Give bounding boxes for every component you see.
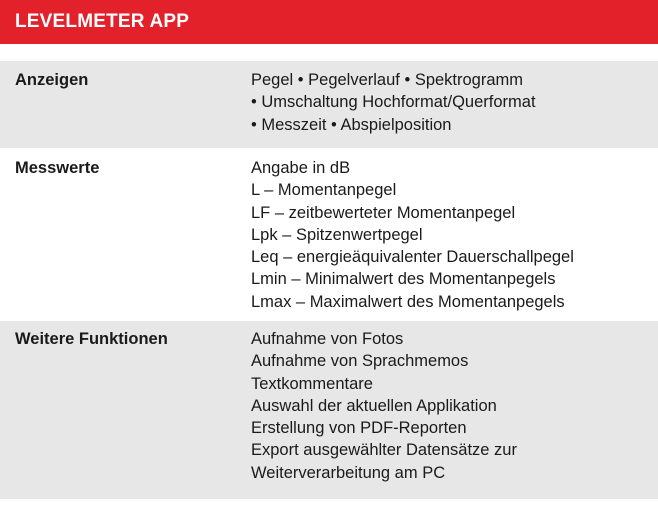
value-line: • Umschaltung Hochformat/Querformat	[251, 93, 536, 112]
value-line: Lpk – Spitzenwertpegel	[251, 225, 423, 244]
value-line: Lmax – Maximalwert des Momentanpegels	[251, 292, 565, 311]
value-line: Pegel • Pegelverlauf • Spektrogramm	[251, 71, 524, 89]
table-row-anzeigen	[0, 61, 658, 148]
value-line: Export ausgewählter Datensätze zur	[251, 441, 517, 460]
header-banner	[0, 0, 658, 44]
value-line: Leq – energieäquivalenter Dauerschallpegel	[251, 248, 574, 267]
value-line: L – Momentanpegel	[251, 181, 397, 200]
row-label: Messwerte	[15, 159, 100, 177]
value-line: Erstellung von PDF-Reporten	[251, 419, 467, 438]
row-label: Anzeigen	[15, 71, 89, 89]
page-title: LEVELMETER APP	[15, 11, 190, 32]
table-row-messwerte	[0, 148, 658, 319]
row-label: Weitere Funktionen	[15, 330, 168, 348]
feature-table	[0, 61, 658, 499]
value-line: Lmin – Minimalwert des Momentanpegels	[251, 270, 556, 289]
value-line: Auswahl der aktuellen Applikation	[251, 396, 497, 415]
value-line: Weiterverarbeitung am PC	[251, 463, 446, 482]
value-line: Textkommentare	[251, 374, 373, 393]
row-values	[251, 69, 658, 148]
row-values	[251, 157, 658, 319]
value-line: Aufnahme von Sprachmemos	[251, 352, 469, 371]
table-row-weitere-funktionen	[0, 319, 658, 499]
value-line: LF – zeitbewerteter Momentanpegel	[251, 203, 516, 222]
value-line: Angabe in dB	[251, 159, 351, 177]
value-line: Aufnahme von Fotos	[251, 330, 404, 348]
value-line: • Messzeit • Abspielposition	[251, 115, 452, 134]
row-values	[251, 328, 658, 499]
